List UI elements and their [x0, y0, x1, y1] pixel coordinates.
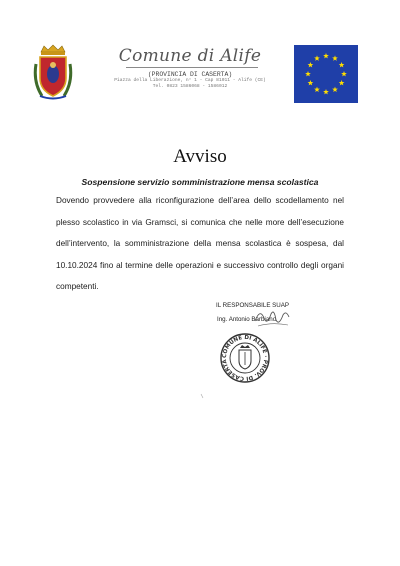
coat-of-arms-icon — [32, 44, 74, 102]
signature-mark — [252, 306, 292, 328]
svg-text:COMUNE DI ALIFE · PROV. DI CAS: COMUNE DI ALIFE · PROV. DI CASERTA — [221, 334, 269, 382]
address-line: Piazza della Liberazione, n° 1 - Cap 81011 - Alife (CE) — [114, 78, 266, 83]
notice-body: Dovendo provvedere alla riconfigurazione dell’area dello scodellamento nel plesso scolastico in via Gramsci, si comunica che nelle more dell’esecuzione dell’intervento, la somministrazione della mensa scolastica è sospesa, dal 10.10.2024 fino al termine delle operazioni e successivo controllo degli organi competenti. — [56, 196, 344, 291]
province-line: (PROVINCIA DI CASERTA) — [147, 71, 233, 78]
signatory-name: Ing. Antonio Barbiano — [217, 316, 277, 323]
phone-line: Tel. 0823 1586068 - 1586012 — [152, 84, 228, 89]
signatory-role: IL RESPONSABILE SUAP — [216, 302, 290, 309]
notice-subtitle: Sospensione servizio somministrazione mensa scolastica — [81, 177, 319, 187]
stray-mark — [200, 393, 204, 399]
header-divider — [126, 67, 258, 68]
eu-flag-icon — [294, 45, 358, 103]
municipality-header — [100, 46, 280, 90]
municipality-name: Comune di Alife — [118, 46, 262, 66]
notice-title: Avviso — [173, 146, 227, 167]
official-stamp — [219, 332, 271, 384]
